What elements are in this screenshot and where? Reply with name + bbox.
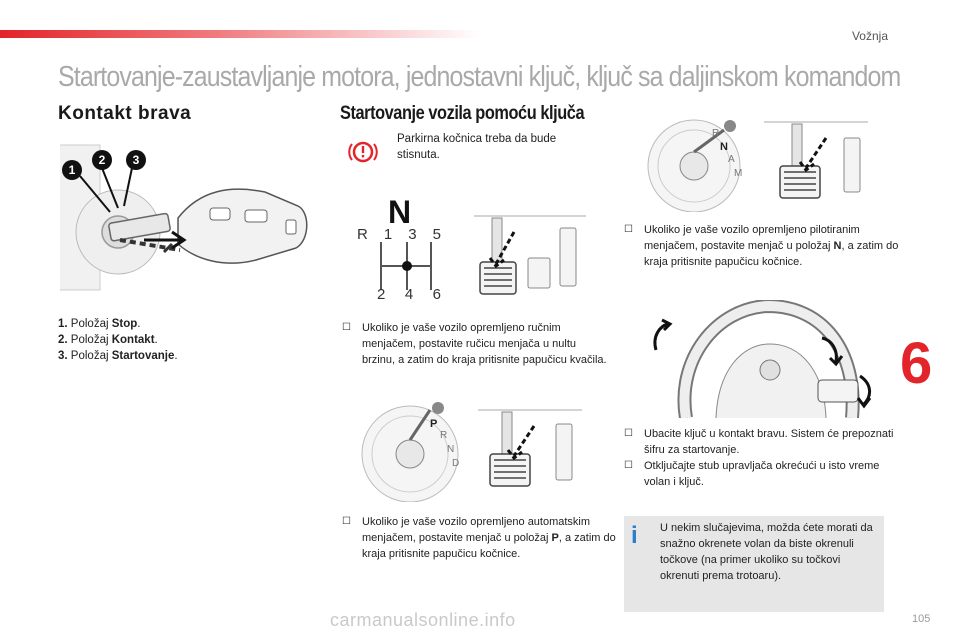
callout-2: 2 [92,150,112,170]
selector-letter-n: N [447,444,455,455]
insert-key-instruction: ☐ Ubacite ključ u kontakt bravu. Sistem će prepoznati šifru za startovanje. [624,428,894,456]
heading-ignition-switch: Kontakt brava [58,103,192,124]
legend-item: 2. Položaj Kontakt. [58,334,158,346]
page-title: Startovanje-zaustavljanje motora, jednostavni ključ, ključ sa daljinskom komandom [58,61,901,93]
bullet-icon: ☐ [342,322,351,333]
chapter-number: 6 [900,331,933,396]
bullet-icon: ☐ [624,224,633,235]
bullet-icon: ☐ [624,428,633,439]
gear-label: 1 [383,226,393,243]
page-number: 105 [912,613,931,625]
gear-label: 3 [408,226,417,243]
parking-brake-note: Parkirna kočnica treba da bude stisnuta. [397,133,557,161]
gear-label: R [357,226,368,243]
watermark: carmanualsonline.info [330,610,516,630]
bullet-icon: ☐ [624,460,633,471]
clutch-pedal-illustration [470,208,590,304]
gear-label: 2 [377,286,386,303]
manual-gearbox-instruction: ☐ Ukoliko je vaše vozilo opremljeno ručnim menjačem, postavite ručicu menjača u nultu brzinu, a zatim do kraja pritisnite papučicu kvačila. [342,322,607,366]
gear-labels-top [357,226,441,243]
key-position-legend [58,316,298,364]
automatic-gearbox-instruction: ☐ Ukoliko je vaše vozilo opremljeno automatskim menjačem, postavite menjač u položaj P, a zatim do kraja pritisnite papučicu kočnice. [342,516,616,560]
info-text: U nekim slučajevima, možda ćete morati da snažno okrenete volan da biste okrenuli točkove (na primer ukoliko su točkovi okrenuti prema trotoaru). [660,522,873,582]
selector-letter-r: R [712,128,720,139]
selector-letter-n: N [720,141,728,153]
gear-label: 4 [404,286,414,303]
brake-pedal-illustration [760,116,872,206]
callout-1: 1 [62,160,82,180]
header-red-bar [0,30,480,38]
legend-item: 1. Položaj Stop. [58,318,141,330]
warning-icon [345,140,381,164]
selector-letter-a: A [728,154,735,165]
selector-letter-p: P [430,418,438,430]
selector-letter-m: M [734,168,743,179]
selector-letter-d: D [452,458,460,469]
steering-wheel-illustration [646,300,878,418]
legend-item: 3. Položaj Startovanje. [58,350,178,362]
info-icon: i [631,522,638,549]
section-label: Vožnja [851,29,888,43]
heading-starting-with-key: Startovanje vozila pomoću ključa [340,103,585,124]
gear-labels-bottom [377,286,441,303]
pilot-selector-illustration [640,112,752,212]
bullet-icon: ☐ [342,516,351,527]
unlock-steering-instruction: ☐ Otključajte stub upravljača okrećući u isto vreme volan i ključ. [624,460,880,488]
gear-label: 5 [432,226,441,243]
callout-3: 3 [126,150,146,170]
gear-letter: N [388,194,412,230]
gear-label: 6 [432,286,441,303]
pilot-gearbox-instruction: ☐ Ukoliko je vaše vozilo opremljeno pilotiranim menjačem, postavite menjač u položaj N, a zatim do kraja pritisnite papučicu kočnice. [624,224,899,268]
selector-letter-r: R [440,430,448,441]
brake-pedal-illustration [474,404,586,494]
